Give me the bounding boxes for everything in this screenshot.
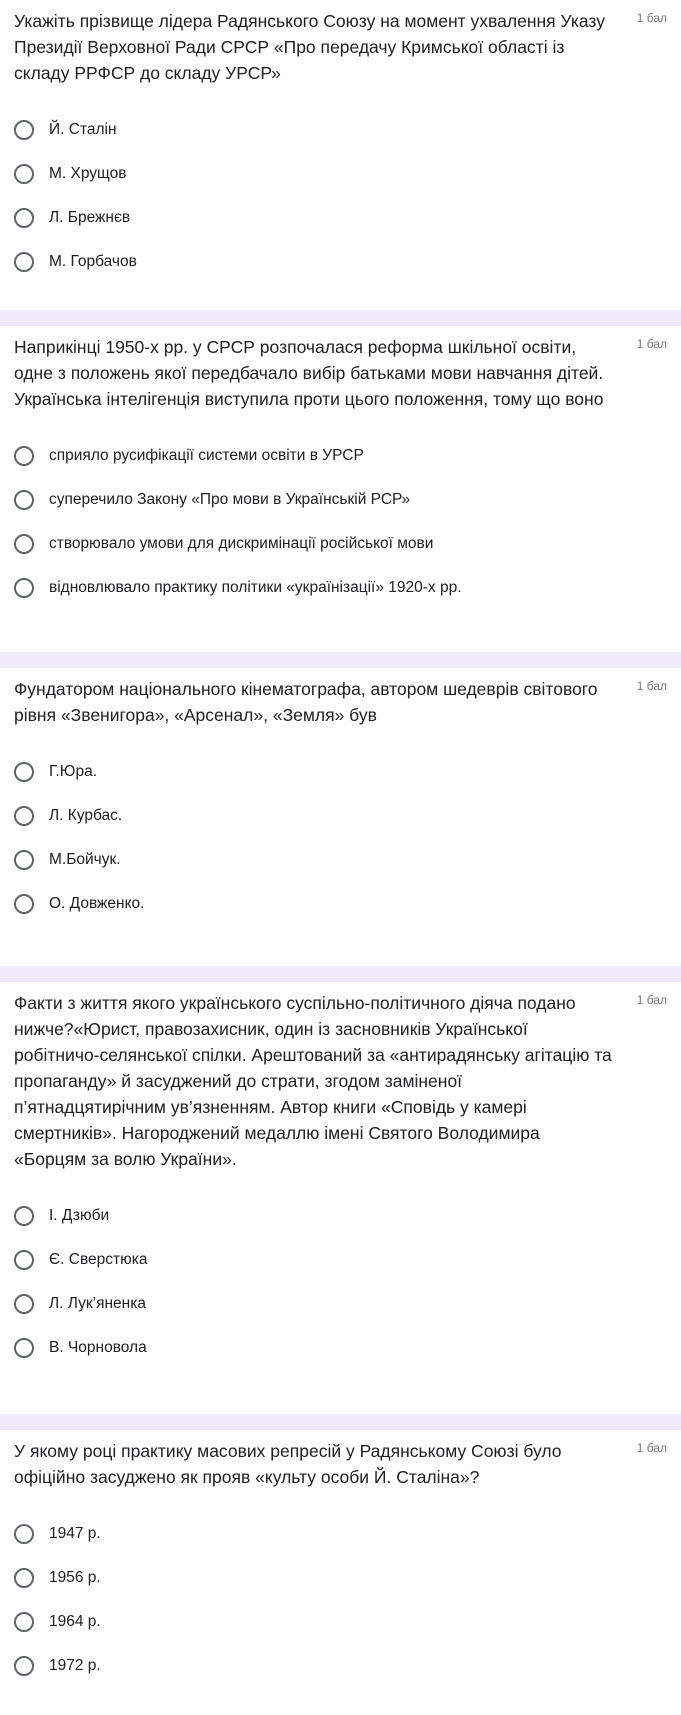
radio-button[interactable] [14,490,34,510]
option-3[interactable] [14,1282,667,1326]
radio-button[interactable] [14,1338,34,1358]
options-group [14,1512,667,1688]
radio-button[interactable] [14,1568,34,1588]
radio-button[interactable] [14,578,34,598]
question-header [14,334,667,412]
points-badge: 1 бал [636,679,667,693]
option-label: Л. Курбас. [49,807,123,824]
option-3[interactable] [14,1600,667,1644]
radio-button[interactable] [14,1250,34,1270]
option-4[interactable] [14,566,667,610]
option-2[interactable] [14,1556,667,1600]
option-2[interactable] [14,1238,667,1282]
option-label: М. Хрущов [49,165,127,182]
question-title: Укажіть прізвище лідера Радянського Союзу на момент ухвалення Указу Президії Верховної Ради СРСР «Про передачу Кримської області із складу РРФСР до складу УРСР» [14,11,605,83]
option-label: В. Чорновола [49,1339,147,1356]
option-3[interactable] [14,838,667,882]
question-header [14,8,667,86]
radio-button[interactable] [14,762,34,782]
options-group [14,434,667,610]
option-label: Л. Брежнєв [49,209,131,226]
option-2[interactable] [14,794,667,838]
option-3[interactable] [14,196,667,240]
option-label: Й. Сталін [49,121,117,138]
question-card-1 [0,0,681,310]
radio-button[interactable] [14,164,34,184]
option-label: створювало умови для дискримінації російської мови [49,535,434,552]
radio-button[interactable] [14,1612,34,1632]
radio-button[interactable] [14,1656,34,1676]
points-badge: 1 бал [636,337,667,351]
question-header [14,990,667,1172]
option-label: відновлювало практику політики «українізації» 1920-х рр. [49,579,462,596]
option-4[interactable] [14,240,667,284]
options-group [14,1194,667,1370]
option-label: М.Бойчук. [49,851,121,868]
radio-button[interactable] [14,208,34,228]
radio-button[interactable] [14,1294,34,1314]
question-card-3 [0,668,681,966]
radio-button[interactable] [14,534,34,554]
radio-button[interactable] [14,1524,34,1544]
option-label: Г.Юра. [49,763,98,780]
options-group [14,750,667,926]
question-title: Факти з життя якого українського суспільно-політичного діяча подано нижче?«Юрист, правозахисник, один із засновників Української робітничо-селянської спілки. Арештований за «антирадянську агітацію та пропаганду» й засуджений до страти, згодом заміненої п’ятнадцятирічним ув’язненням. Автор книги «Сповідь у камері смертників». Нагороджений медаллю імені Святого Володимира «Борцям за волю України». [14,993,612,1169]
radio-button[interactable] [14,850,34,870]
question-card-4 [0,982,681,1414]
radio-button[interactable] [14,120,34,140]
option-1[interactable] [14,434,667,478]
radio-button[interactable] [14,446,34,466]
option-4[interactable] [14,1326,667,1370]
radio-button[interactable] [14,1206,34,1226]
option-4[interactable] [14,882,667,926]
option-label: 1964 р. [49,1613,101,1630]
option-2[interactable] [14,478,667,522]
question-title: У якому році практику масових репресій у Радянському Союзі було офіційно засуджено як прояв «культу особи Й. Сталіна»? [14,1441,562,1487]
option-1[interactable] [14,750,667,794]
option-label: 1972 р. [49,1657,101,1674]
question-title: Фундатором національного кінематографа, автором шедеврів світового рівня «Звенигора», «Арсенал», «Земля» був [14,679,598,725]
option-label: І. Дзюби [49,1207,110,1224]
option-label: сприяло русифікації системи освіти в УРСР [49,447,364,464]
option-1[interactable] [14,1194,667,1238]
question-title: Наприкінці 1950-х рр. у СРСР розпочалася реформа шкільної освіти, одне з положень якої передбачало вибір батьками мови навчання дітей. Українська інтелігенція виступила проти цього положення, тому що воно [14,337,604,409]
question-header [14,676,667,728]
question-card-5 [0,1430,681,1715]
option-label: О. Довженко. [49,895,145,912]
option-label: 1947 р. [49,1525,101,1542]
option-label: Л. Лук’яненка [49,1295,146,1312]
option-1[interactable] [14,1512,667,1556]
points-badge: 1 бал [636,993,667,1007]
question-card-2 [0,326,681,652]
radio-button[interactable] [14,806,34,826]
option-4[interactable] [14,1644,667,1688]
option-1[interactable] [14,108,667,152]
points-badge: 1 бал [636,11,667,25]
option-label: М. Горбачов [49,253,137,270]
option-3[interactable] [14,522,667,566]
radio-button[interactable] [14,894,34,914]
options-group [14,108,667,284]
question-header [14,1438,667,1490]
option-label: Є. Сверстюка [49,1251,148,1268]
points-badge: 1 бал [636,1441,667,1455]
radio-button[interactable] [14,252,34,272]
option-label: 1956 р. [49,1569,101,1586]
option-label: суперечило Закону «Про мови в Українській РСР» [49,491,411,508]
option-2[interactable] [14,152,667,196]
